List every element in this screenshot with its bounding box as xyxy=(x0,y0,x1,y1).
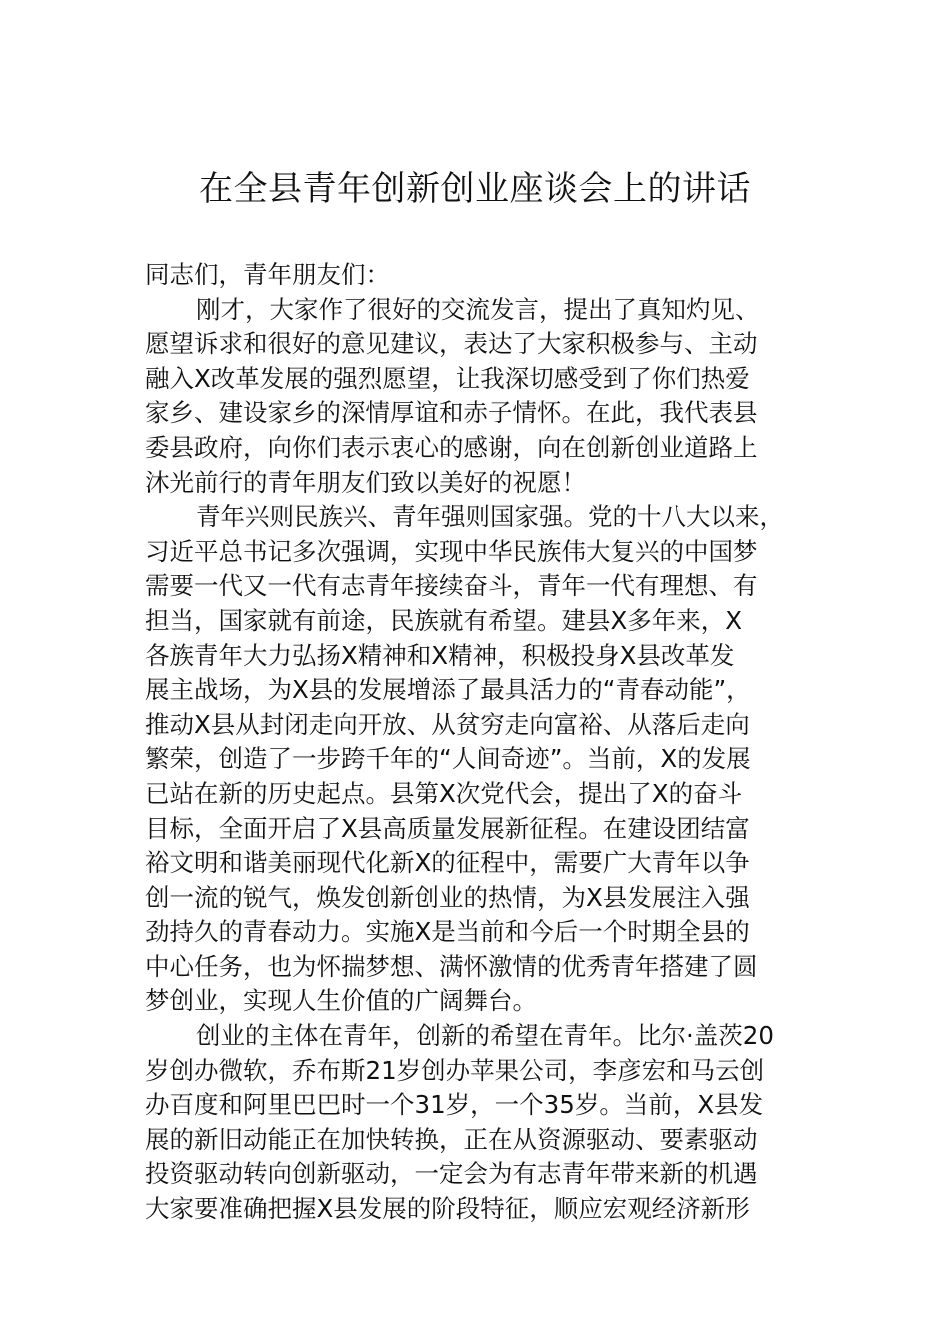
paragraph-line: 愿望诉求和很好的意见建议，表达了大家积极参与、主动 xyxy=(145,329,758,359)
greeting-line: 同志们，青年朋友们： xyxy=(145,260,390,289)
paragraph-line: 繁荣，创造了一步跨千年的“人间奇迹”。当前，X的发展 xyxy=(145,744,751,774)
paragraph-line: 岁创办微软，乔布斯21岁创办苹果公司，李彦宏和马云创 xyxy=(145,1055,765,1085)
paragraph-line: 创一流的锐气，焕发创新创业的热情，为X县发展注入强 xyxy=(145,882,750,912)
paragraph-line: 目标，全面开启了X县高质量发展新征程。在建设团结富 xyxy=(145,813,750,843)
document-body xyxy=(145,258,810,1227)
paragraph-line: 沐光前行的青年朋友们致以美好的祝愿！ xyxy=(145,467,586,497)
paragraph-line: 已站在新的历史起点。县第X次党代会，提出了X的奋斗 xyxy=(145,778,743,808)
paragraph-line: 大家要准确把握X县发展的阶段特征，顺应宏观经济新形 xyxy=(145,1194,750,1224)
paragraph-line: 担当，国家就有前途，民族就有希望。建县X多年来，X xyxy=(145,605,743,635)
paragraph-2 xyxy=(145,500,810,1019)
paragraph-line: 习近平总书记多次强调，实现中华民族伟大复兴的中国梦 xyxy=(145,536,758,566)
paragraph-line: 委县政府，向你们表示衷心的感谢，向在创新创业道路上 xyxy=(145,432,758,462)
paragraph-line: 办百度和阿里巴巴时一个31岁，一个35岁。当前，X县发 xyxy=(145,1090,764,1120)
paragraph-line: 梦创业，实现人生价值的广阔舞台。 xyxy=(145,986,537,1016)
document-title: 在全县青年创新创业座谈会上的讲话 xyxy=(199,169,751,209)
paragraph-line: 各族青年大力弘扬X精神和X精神，积极投身X县改革发 xyxy=(145,640,735,670)
paragraph-line: 家乡、建设家乡的深情厚谊和赤子情怀。在此，我代表县 xyxy=(145,398,758,428)
paragraph-line: 裕文明和谐美丽现代化新X的征程中，需要广大青年以争 xyxy=(145,848,750,878)
paragraph-line: 融入X改革发展的强烈愿望，让我深切感受到了你们热爱 xyxy=(145,363,750,393)
paragraph-line: 推动X县从封闭走向开放、从贫穷走向富裕、从落后走向 xyxy=(145,709,750,739)
paragraph-line: 劲持久的青春动力。实施X是当前和今后一个时期全县的 xyxy=(145,917,750,947)
paragraph-line: 创业的主体在青年，创新的希望在青年。比尔·盖茨20 xyxy=(196,1021,774,1051)
paragraph-line: 青年兴则民族兴、青年强则国家强。党的十八大以来， xyxy=(196,502,784,532)
paragraph-1 xyxy=(145,293,810,501)
paragraph-line: 投资驱动转向创新驱动，一定会为有志青年带来新的机遇 xyxy=(145,1159,758,1189)
paragraph-3 xyxy=(145,1019,810,1227)
paragraph-line: 中心任务，也为怀揣梦想、满怀激情的优秀青年搭建了圆 xyxy=(145,951,758,981)
paragraph-line: 需要一代又一代有志青年接续奋斗，青年一代有理想、有 xyxy=(145,571,758,601)
paragraph-line: 刚才，大家作了很好的交流发言，提出了真知灼见、 xyxy=(196,294,760,324)
paragraph-line: 展的新旧动能正在加快转换，正在从资源驱动、要素驱动 xyxy=(145,1124,758,1154)
paragraph-line: 展主战场，为X县的发展增添了最具活力的“青春动能”， xyxy=(145,675,751,705)
